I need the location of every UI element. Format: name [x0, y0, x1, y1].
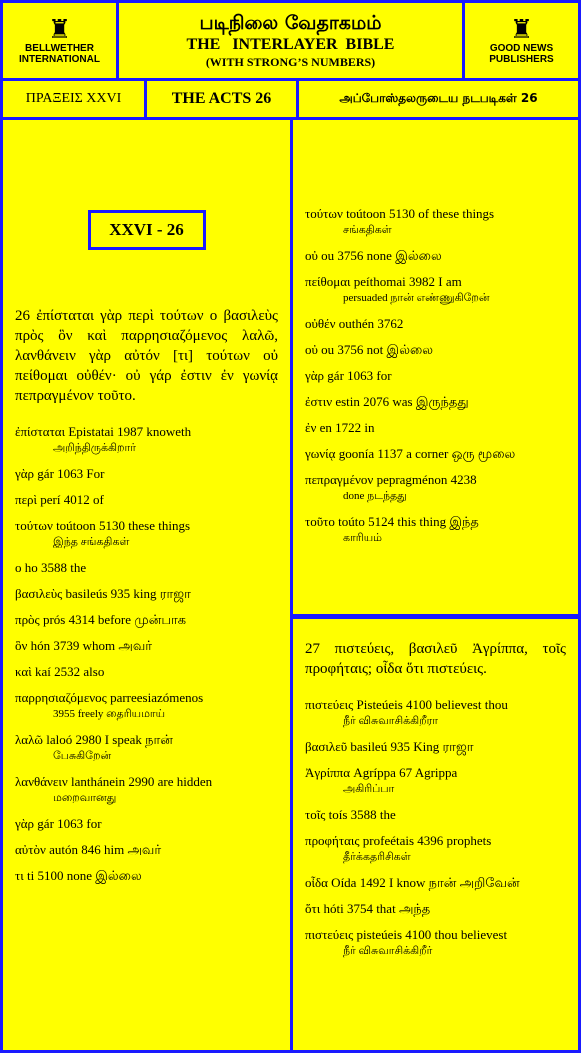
chapter-tamil: அப்போஸ்தலருடைய நடபடிகள் 26 — [299, 81, 578, 117]
word-entry — [305, 394, 566, 410]
word-entry-gloss: மறைவானது — [53, 792, 117, 804]
chapter-english: THE ACTS 26 — [147, 81, 296, 117]
word-entry-main: ἐν en 1722 in — [305, 420, 375, 435]
word-entry-gloss: நீர் விசுவாசிக்கிறீரா — [343, 715, 439, 727]
chapter-greek: ΠΡΑΞΕΙΣ XXVI — [3, 81, 144, 117]
word-entry-main: βασιλεὺς basileús 935 king ராஜா — [15, 586, 191, 601]
right-logo-line-1: GOOD NEWS — [489, 42, 554, 54]
word-entry-main: πιστεύεις Pisteúeis 4100 believest thou — [305, 697, 508, 712]
word-entry-main: γὰρ gár 1063 For — [15, 466, 105, 481]
word-entry — [15, 868, 278, 884]
word-entry — [305, 446, 566, 462]
word-entry — [15, 492, 278, 508]
word-entry-main: ὅτι hóti 3754 that அந்த — [305, 901, 431, 916]
word-entry — [305, 342, 566, 358]
word-entry — [15, 664, 278, 680]
word-entry — [15, 842, 278, 858]
word-entry — [305, 472, 566, 504]
title-tamil: படிநிலை வேதாகமம் — [199, 12, 382, 34]
verse-27-text: 27 πιστεύεις, βασιλεῦ Ἀγρίππα, τοῖς προφήταις; οἶδα ὅτι πιστεύεις. — [305, 641, 566, 677]
word-entry-main: τοῦτο toúto 5124 this thing இந்த — [305, 514, 479, 529]
word-entry-main: οἶδα Oída 1492 I know நான் அறிவேன் — [305, 875, 520, 890]
good-news-logo — [465, 3, 578, 78]
left-logo-line-2: INTERNATIONAL — [19, 53, 100, 65]
word-entry-main: προφήταις profeétais 4396 prophets — [305, 833, 492, 848]
word-entry — [305, 206, 566, 238]
word-entry-main: οὐ ou 3756 none இல்லை — [305, 248, 442, 263]
word-entry — [305, 514, 566, 546]
left-logo-line-1: BELLWETHER — [25, 42, 94, 54]
bellwether-logo — [3, 3, 116, 78]
word-entry — [15, 638, 278, 654]
verse-26-text: 26 ἐπίσταται γὰρ περὶ τούτων ο βασιλεὺς πρὸς ὃν καὶ παρρησιαζόμενος λαλῶ, λανθάνειν γὰρ αὐτόν [τι] τούτων οὐ πείθομαι οὐθέν· οὐ γάρ ἐστιν ἐν γωνίᾳ πεπραγμένον τοῦτο. — [15, 308, 278, 404]
word-entry — [15, 612, 278, 628]
word-entry — [305, 833, 566, 865]
word-entry — [15, 586, 278, 602]
word-entry — [15, 560, 278, 576]
word-entry-main: πεπραγμένον pepragménon 4238 — [305, 472, 477, 487]
word-entry-main: πρὸς prós 4314 before முன்பாக — [15, 612, 187, 627]
left-column — [3, 120, 290, 1050]
word-entry — [15, 424, 278, 456]
word-entry — [305, 901, 566, 917]
word-entry-main: ο ho 3588 the — [15, 560, 87, 575]
word-entry — [305, 739, 566, 755]
word-entry-main: παρρησιαζόμενος parreesiazómenos — [15, 690, 204, 705]
word-entry-gloss: நீர் விசுவாசிக்கிறீர் — [343, 945, 433, 957]
word-entry-main: καὶ kaí 2532 also — [15, 664, 105, 679]
word-entry-main: περὶ perí 4012 of — [15, 492, 104, 507]
word-entry — [305, 875, 566, 891]
word-entry-gloss: தீர்க்கதரிசிகள் — [343, 851, 411, 863]
word-entry-gloss: பேசுகிறேன் — [53, 750, 112, 762]
word-entry-gloss: அகிரிப்பா — [343, 783, 395, 795]
word-entry-main: τι ti 5100 none இல்லை — [15, 868, 142, 883]
word-entry-gloss: சங்கதிகள் — [343, 224, 392, 236]
word-entry-main: τούτων toútoon 5130 of these things — [305, 206, 495, 221]
word-entry-gloss: persuaded நான் எண்ணுகிறேன் — [343, 292, 490, 304]
word-entry — [305, 368, 566, 384]
right-top-word-list — [305, 206, 566, 546]
lamp-icon: ♜ — [509, 14, 534, 44]
word-entry — [305, 927, 566, 959]
word-entry-main: γὰρ gár 1063 for — [15, 816, 102, 831]
word-entry — [305, 316, 566, 332]
left-word-list — [15, 424, 278, 884]
word-entry — [15, 816, 278, 832]
right-top-column — [293, 120, 578, 614]
word-entry — [305, 697, 566, 729]
word-entry-gloss: இந்த சங்கதிகள் — [53, 536, 130, 548]
right-bottom-word-list — [305, 697, 566, 959]
word-entry-main: πείθομαι peíthomai 3982 I am — [305, 274, 462, 289]
word-entry — [15, 466, 278, 482]
word-entry — [15, 774, 278, 806]
word-entry-main: γὰρ gár 1063 for — [305, 368, 392, 383]
word-entry-main: πιστεύεις pisteúeis 4100 thou believest — [305, 927, 508, 942]
word-entry-main: Ἀγρίππα Agríppa 67 Agrippa — [305, 765, 458, 780]
word-entry — [305, 807, 566, 823]
word-entry — [15, 518, 278, 550]
word-entry-main: οὐθέν outhén 3762 — [305, 316, 404, 331]
word-entry — [305, 765, 566, 797]
word-entry — [15, 732, 278, 764]
word-entry-main: βασιλεῦ basileú 935 King ராஜா — [305, 739, 474, 754]
word-entry-main: τούτων toútoon 5130 these things — [15, 518, 191, 533]
word-entry-gloss: done நடந்தது — [343, 490, 407, 502]
word-entry — [305, 274, 566, 306]
candlestick-icon: ♜ — [47, 14, 72, 44]
word-entry-main: λανθάνειν lanthánein 2990 are hidden — [15, 774, 213, 789]
word-entry — [15, 690, 278, 722]
word-entry-main: ὃν hón 3739 whom அவர் — [15, 638, 153, 653]
word-entry-gloss: காரியம் — [343, 532, 382, 544]
word-entry-gloss: அறிந்திருக்கிறார் — [53, 442, 136, 454]
right-logo-line-2: PUBLISHERS — [489, 53, 554, 65]
right-bottom-column — [293, 619, 578, 1050]
title-english: THE INTERLAYER BIBLE — [186, 36, 395, 53]
word-entry — [305, 248, 566, 264]
word-entry-main: λαλῶ laloó 2980 I speak நான் — [15, 732, 173, 747]
word-entry-main: τοῖς toís 3588 the — [305, 807, 396, 822]
title-block — [119, 3, 462, 78]
word-entry — [305, 420, 566, 436]
word-entry-gloss: 3955 freely தைரியமாய் — [53, 708, 166, 720]
word-entry-main: γωνίᾳ goonía 1137 a corner ஒரு மூலை — [305, 446, 516, 461]
title-subtitle: (WITH STRONG’S NUMBERS) — [205, 55, 376, 69]
word-entry-main: οὐ ou 3756 not இல்லை — [305, 342, 434, 357]
word-entry-main: ἐπίσταται Epistatai 1987 knoweth — [15, 424, 192, 439]
word-entry-main: ἐστιν estin 2076 was இருந்தது — [305, 394, 469, 409]
word-entry-main: αὐτὸν autón 846 him அவர் — [15, 842, 162, 857]
chapter-label: XXVI - 26 — [88, 210, 206, 250]
